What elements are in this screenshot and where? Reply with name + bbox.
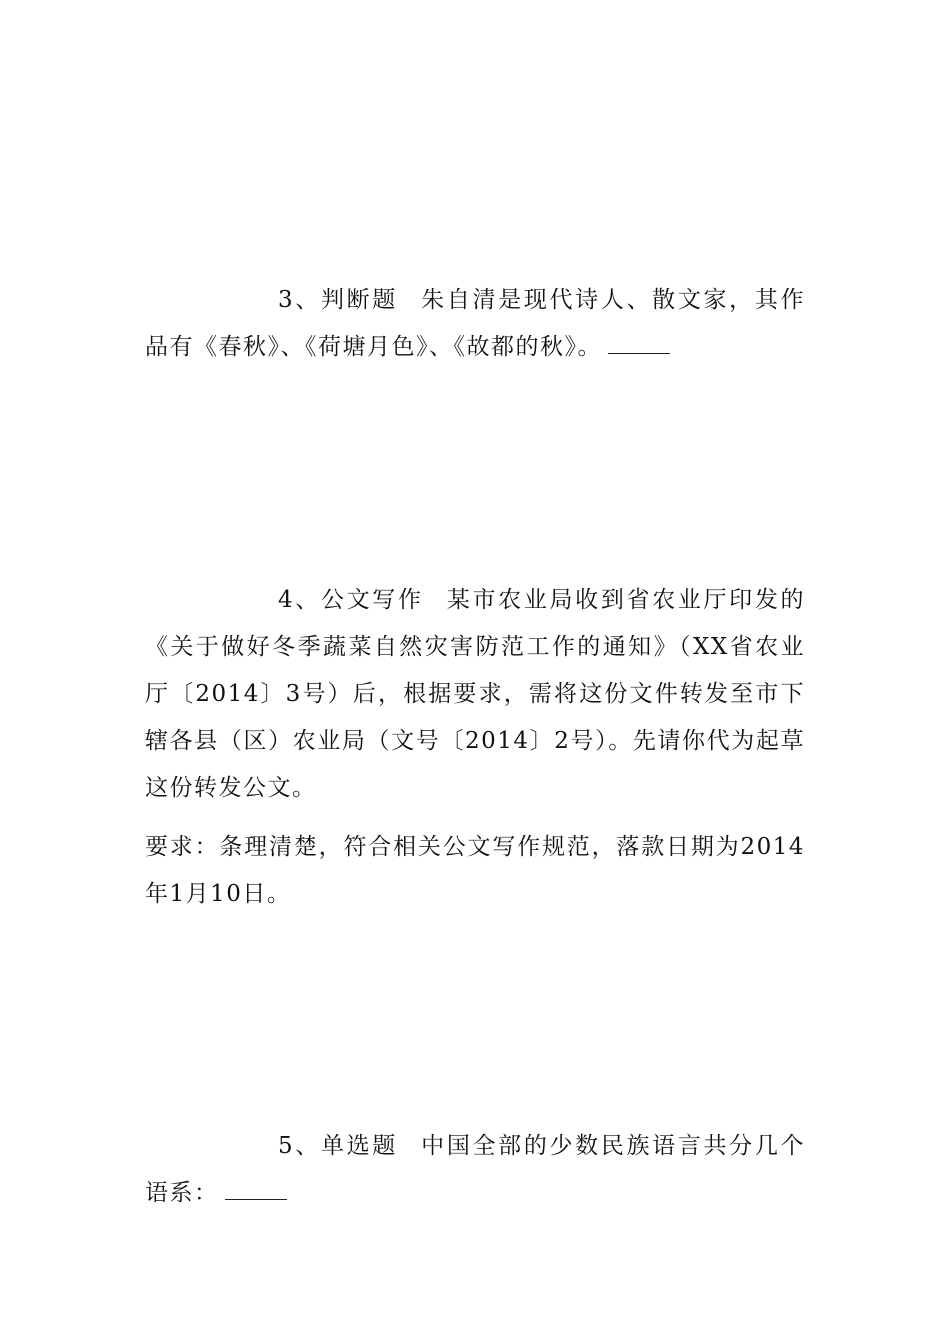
question-number: 3、判断题 [278, 287, 398, 313]
question-4 [145, 577, 805, 812]
answer-blank[interactable] [608, 333, 670, 354]
question-text: 朱自清是现代诗人、散文家，其作品有《春秋》、《荷塘月色》、《故都的秋》。 [145, 287, 806, 360]
question-4-requirement: 要求：条理清楚，符合相关公文写作规范，落款日期为2014年1月10日。 [145, 834, 805, 907]
question-3 [145, 277, 805, 371]
question-text: 中国全部的少数民族语言共分几个语系： [145, 1133, 806, 1206]
question-number: 4、公文写作 [278, 587, 424, 613]
answer-blank[interactable] [225, 1179, 287, 1200]
question-5 [145, 1123, 805, 1217]
question-text: 某市农业局收到省农业厅印发的《关于做好冬季蔬菜自然灾害防范工作的通知》（XX省农业厅〔2014〕3号）后，根据要求，需将这份文件转发至市下辖各县（区）农业局（文号〔2014〕2号）。先请你代为起草这份转发公文。 [145, 587, 806, 801]
question-number: 5、单选题 [278, 1133, 398, 1159]
